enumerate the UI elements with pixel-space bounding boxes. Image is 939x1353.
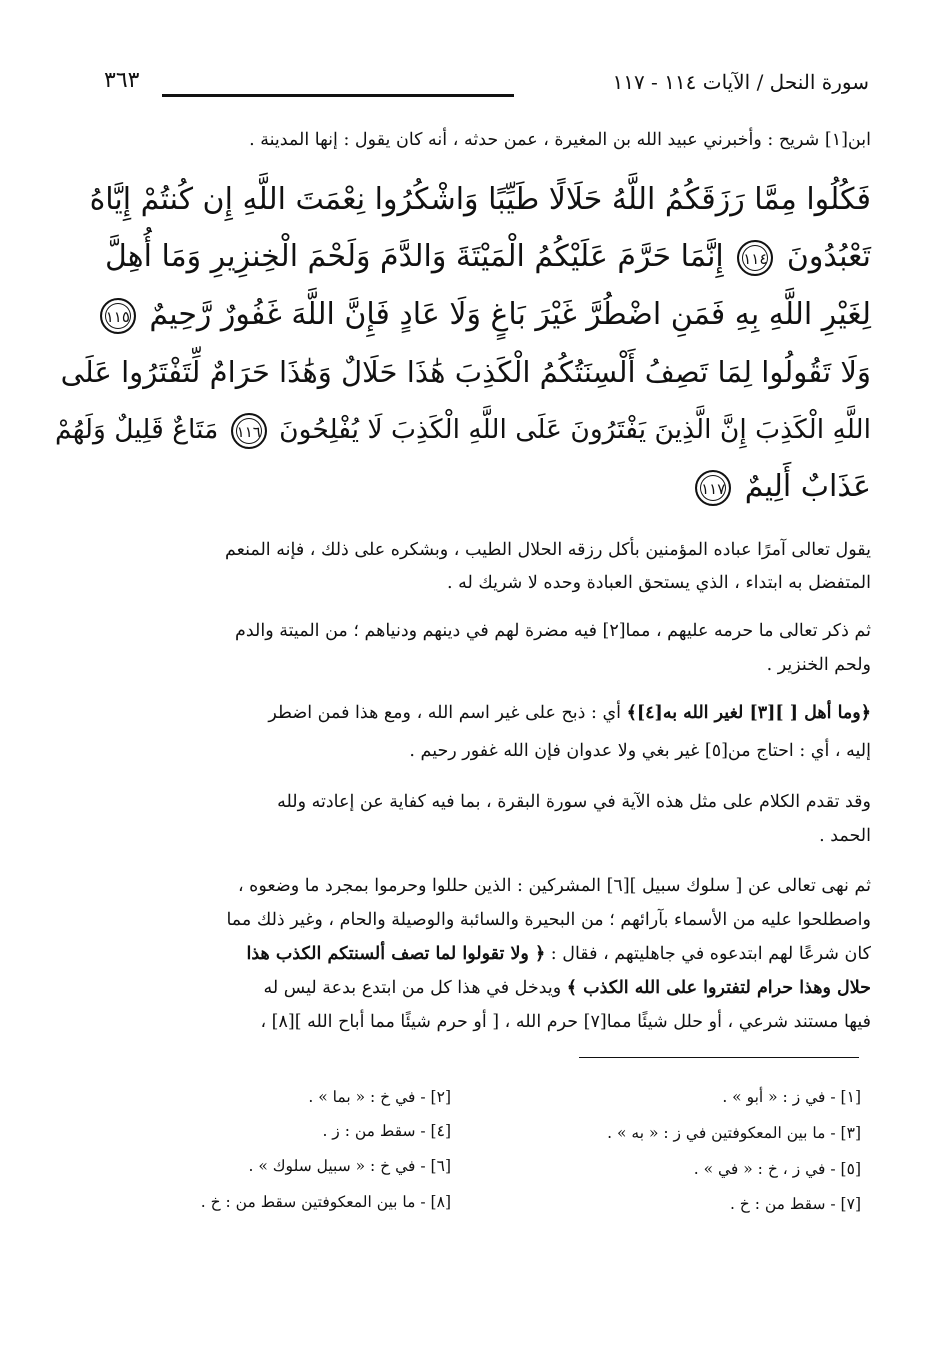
ayah-marker-114: ١١٤ (737, 240, 773, 276)
footnote (730, 1195, 861, 1213)
intro-line: ابن[١] شريح : وأخبرني عبيد الله بن المغيرة ، عمن حدثه ، أنه كان يقول : إنها المدينة . (249, 130, 871, 150)
paragraph-line: المتفضل به ابتداء ، الذي يستحق العبادة وحده لا شريك له . (446, 573, 871, 593)
paragraph-line: الحمد . (819, 826, 871, 846)
paragraph-line (263, 978, 871, 998)
footnote-number: [١] (840, 1088, 861, 1106)
verse-line-2 (105, 237, 871, 277)
verse-line-1: فَكُلُوا مِمَّا رَزَقَكُمُ اللَّهُ حَلَالًا طَيِّبًا وَاشْكُرُوا نِعْمَتَ اللَّهِ إِن كُنتُمْ إِيَّاهُ (89, 182, 871, 217)
verse-line-4: وَلَا تَقُولُوا لِمَا تَصِفُ أَلْسِنَتُكُمُ الْكَذِبَ هَٰذَا حَلَالٌ وَهَٰذَا حَرَامٌ لِّتَفْتَرُوا عَلَى (60, 355, 871, 389)
paragraph-line: يقول تعالى آمرًا عباده المؤمنين بأكل رزقه الحلال الطيب ، وبشكره على ذلك ، فإنه المنعم (224, 540, 871, 560)
verse-text: تَعْبُدُونَ (786, 239, 871, 274)
footnote-text: - ما بين المعكوفتين في ز : « به » . (607, 1124, 836, 1142)
paragraph-line: إليه ، أي : احتاج من[٥] غير بغي ولا عدوان فإن الله غفور رحيم . (409, 741, 871, 761)
footnote-number: [٣] (840, 1124, 861, 1142)
quoted-verse: ﴿وما أهل [ ][٣] لغير الله به[٤]﴾ (626, 703, 871, 723)
footnote (607, 1124, 861, 1142)
footnote-text: - سقط من : ز . (322, 1122, 426, 1140)
footnote-rule (579, 1057, 859, 1058)
footnote (201, 1193, 451, 1211)
footnote-number: [٥] (840, 1160, 861, 1178)
footnote-number: [٨] (430, 1193, 451, 1211)
footnote (308, 1088, 451, 1106)
footnote (722, 1088, 861, 1106)
footnote-text: - في خ : « سبيل سلوك » . (248, 1157, 426, 1175)
paragraph-line: ولحم الخنزير . (766, 655, 871, 675)
verse-text: لِغَيْرِ اللَّهِ بِهِ فَمَنِ اضْطُرَّ غَيْرَ بَاغٍ وَلَا عَادٍ فَإِنَّ اللَّهَ غَفُورٌ رَّحِيمٌ (149, 297, 871, 332)
verse-text: مَتَاعٌ قَلِيلٌ وَلَهُمْ (55, 414, 219, 445)
paragraph-text: ويدخل في هذا كل من ابتدع بدعة ليس له (263, 978, 567, 998)
page-number: ٣٦٣ (104, 68, 140, 93)
paragraph-text: كان شرعًا لهم ابتدعوه في جاهليتهم ، فقال : (545, 944, 871, 964)
verse-line-3 (96, 295, 871, 335)
quoted-verse: حلال وهذا حرام لتفتروا على الله الكذب ﴾ (566, 978, 871, 998)
verse-line-6 (691, 467, 871, 507)
page-header-title: سورة النحل / الآيات ١١٤ - ١١٧ (612, 70, 869, 94)
footnote-text: - في خ : « بما » . (308, 1088, 426, 1106)
verse-line-5 (55, 410, 871, 450)
paragraph-line: ثم نهى تعالى عن [ سلوك سبيل ][٦] المشركين : الذين حللوا وحرموا بمجرد ما وضعوه ، (237, 876, 871, 896)
quoted-verse: ﴿ ولا تقولوا لما تصف ألسنتكم الكذب هذا (246, 944, 546, 964)
paragraph-line (268, 703, 871, 723)
paragraph-line: فيها مستند شرعي ، أو حلل شيئًا مما[٧] حرم الله ، [ أو حرم شيئًا مما أباح الله ][٨] ، (260, 1012, 871, 1032)
footnote-text: - في ز ، خ : « في » . (693, 1160, 836, 1178)
footnote-text: - سقط من : خ . (729, 1195, 836, 1213)
footnote-number: [٤] (430, 1122, 451, 1140)
footnote (322, 1122, 451, 1140)
paragraph-text: أي : ذبح على غير اسم الله ، ومع هذا فمن اضطر (268, 703, 627, 723)
paragraph-line: ثم ذكر تعالى ما حرمه عليهم ، مما[٢] فيه مضرة لهم في دينهم ودنياهم ؛ من الميتة والدم (235, 621, 871, 641)
footnote-number: [٦] (430, 1157, 451, 1175)
footnote-text: - ما بين المعكوفتين سقط من : خ . (200, 1193, 426, 1211)
ayah-marker-116: ١١٦ (231, 413, 267, 449)
footnote-text: - في ز : « أبو » . (722, 1088, 836, 1106)
ayah-marker-115: ١١٥ (100, 298, 136, 334)
footnote-number: [٢] (430, 1088, 451, 1106)
paragraph-line (246, 944, 871, 964)
verse-text: إِنَّمَا حَرَّمَ عَلَيْكُمُ الْمَيْتَةَ وَالدَّمَ وَلَحْمَ الْخِنزِيرِ وَمَا أُهِلَّ (105, 239, 724, 274)
footnote (694, 1160, 861, 1178)
paragraph-line: واصطلحوا عليه من الأسماء بآرائهم ؛ من البحيرة والسائبة والوصيلة والحام ، وغير ذلك مما (226, 910, 871, 930)
verse-text: اللَّهِ الْكَذِبَ إِنَّ الَّذِينَ يَفْتَرُونَ عَلَى اللَّهِ الْكَذِبَ لَا يُفْلِحُونَ (279, 414, 871, 445)
paragraph-line: وقد تقدم الكلام على مثل هذه الآية في سورة البقرة ، بما فيه كفاية عن إعادته ولله (277, 792, 871, 812)
header-rule (162, 94, 514, 97)
verse-text: عَذَابٌ أَلِيمٌ (744, 469, 871, 504)
ayah-marker-117: ١١٧ (695, 470, 731, 506)
footnote-number: [٧] (840, 1195, 861, 1213)
footnote (249, 1157, 451, 1175)
